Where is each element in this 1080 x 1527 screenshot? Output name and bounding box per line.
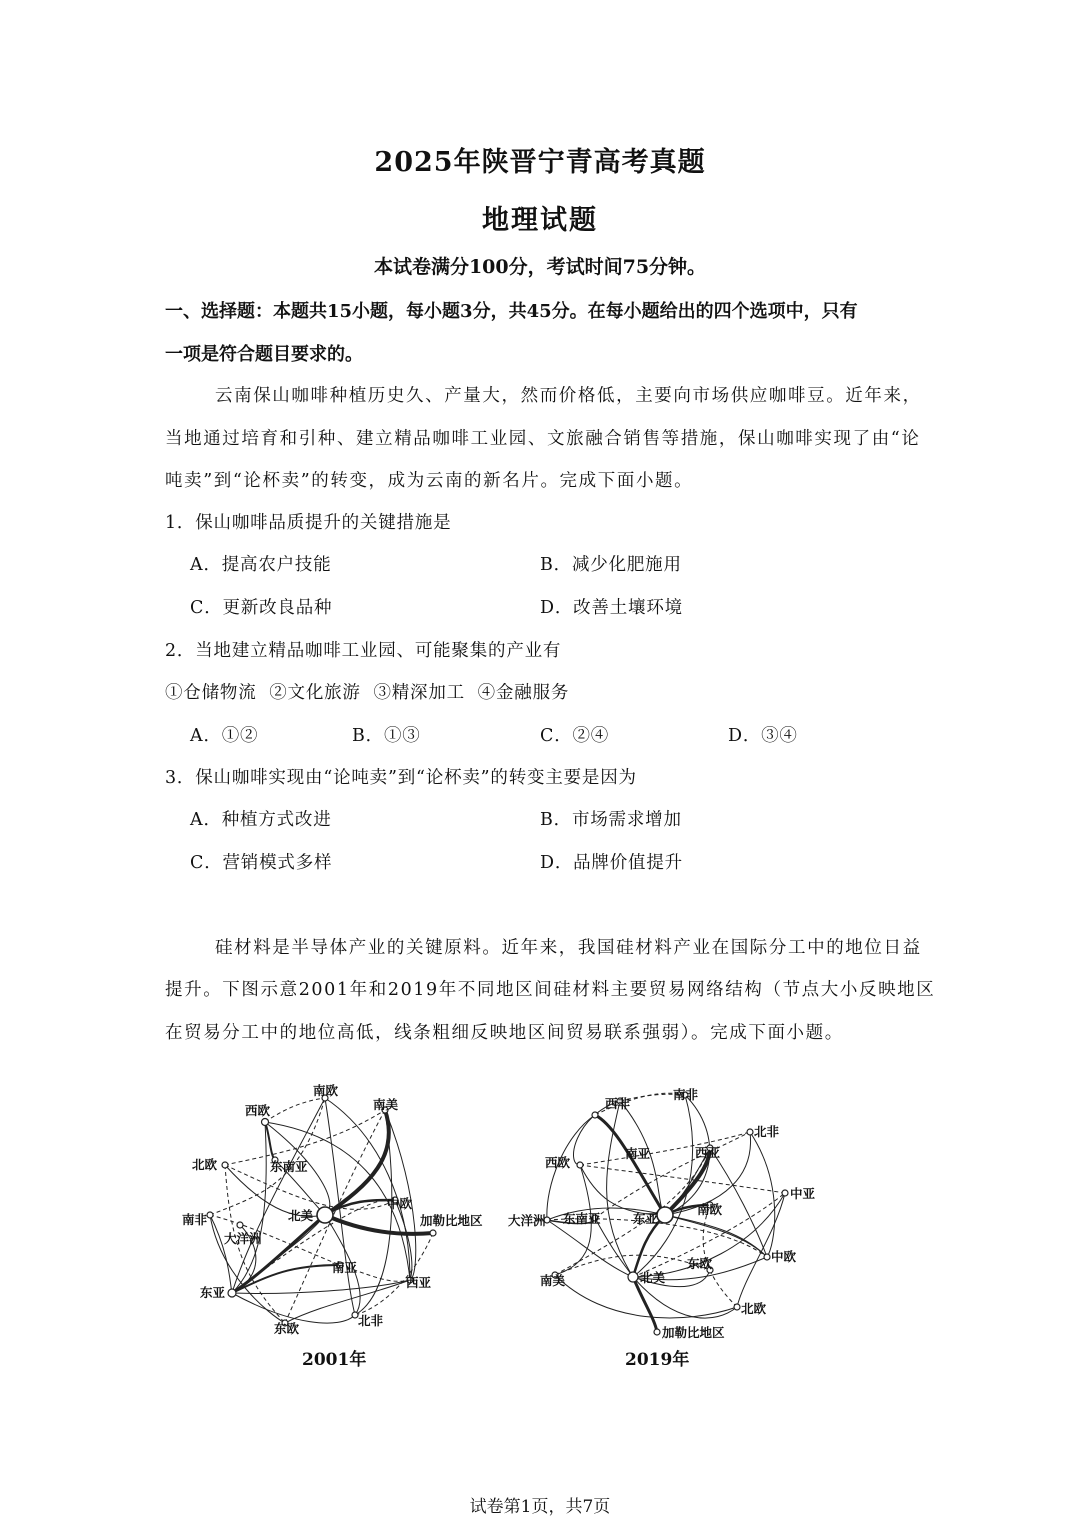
section-heading-line2: 一项是符合题目要求的。 bbox=[165, 344, 363, 365]
exam-title: 2025年陕晋宁青高考真题 bbox=[374, 147, 706, 178]
label-2019-central-europe: 中欧 bbox=[771, 1249, 797, 1264]
label-2019-south-america: 南美 bbox=[540, 1273, 566, 1288]
label-2001-south-europe: 南欧 bbox=[313, 1083, 339, 1098]
label-2019-central-asia: 中亚 bbox=[790, 1186, 816, 1201]
label-2001-east-asia: 东亚 bbox=[200, 1285, 226, 1300]
label-2019-east-europe: 东欧 bbox=[687, 1256, 713, 1271]
label-2001-caribbean: 加勒比地区 bbox=[420, 1213, 483, 1228]
trade-network-2019 bbox=[505, 1075, 835, 1375]
label-2001-north-africa: 北非 bbox=[358, 1313, 384, 1328]
question-3-option-d: D．品牌价值提升 bbox=[540, 853, 683, 873]
page-footer: 试卷第1页，共7页 bbox=[469, 1497, 611, 1517]
label-2001-west-asia: 西亚 bbox=[406, 1275, 432, 1290]
label-2001-central-europe: 中欧 bbox=[387, 1196, 413, 1211]
label-2019-south-europe: 南欧 bbox=[697, 1202, 723, 1217]
question-2-option-b: B．①③ bbox=[352, 726, 421, 746]
trade-network-2001 bbox=[170, 1075, 500, 1375]
label-2019-caribbean: 加勒比地区 bbox=[662, 1325, 725, 1340]
label-2019-southeast-asia: 东南亚 bbox=[563, 1211, 601, 1226]
passage2-line1: 硅材料是半导体产业的关键原料。近年来，我国硅材料产业在国际分工中的地位日益 bbox=[215, 938, 922, 958]
passage1-line1: 云南保山咖啡种植历史久、产量大，然而价格低，主要向市场供应咖啡豆。近年来， bbox=[215, 386, 922, 406]
caption-2019: 2019年 bbox=[625, 1350, 690, 1370]
question-1-stem: 1．保山咖啡品质提升的关键措施是 bbox=[165, 513, 452, 533]
question-2-stem: 2．当地建立精品咖啡工业园、可能聚集的产业有 bbox=[165, 641, 562, 661]
caption-2001: 2001年 bbox=[302, 1350, 367, 1370]
label-2001-north-europe: 北欧 bbox=[192, 1157, 218, 1172]
section-heading-line1: 一、选择题：本题共15小题，每小题3分，共45分。在每小题给出的四个选项中，只有 bbox=[165, 301, 858, 322]
passage2-line2: 提升。下图示意2001年和2019年不同地区间硅材料主要贸易网络结构（节点大小反映地区 bbox=[165, 980, 936, 1000]
question-2-option-c: C．②④ bbox=[540, 726, 610, 746]
exam-note: 本试卷满分100分，考试时间75分钟。 bbox=[373, 256, 707, 278]
passage1-line3: 吨卖”到“论杯卖”的转变，成为云南的新名片。完成下面小题。 bbox=[165, 471, 694, 491]
passage2-line3: 在贸易分工中的地位高低，线条粗细反映地区间贸易联系强弱）。完成下面小题。 bbox=[165, 1023, 844, 1043]
question-1-option-b: B．减少化肥施用 bbox=[540, 555, 682, 575]
label-2019-west-europe: 西欧 bbox=[545, 1155, 571, 1170]
question-2-option-a: A．①② bbox=[190, 726, 259, 746]
label-2001-southeast-asia: 东南亚 bbox=[270, 1159, 308, 1174]
label-2001-south-asia: 南亚 bbox=[332, 1260, 358, 1275]
question-1-option-a: A．提高农户技能 bbox=[190, 555, 332, 575]
question-2-option-d: D．③④ bbox=[728, 726, 798, 746]
subject-title: 地理试题 bbox=[482, 205, 598, 236]
label-2019-north-africa: 北非 bbox=[754, 1124, 780, 1139]
label-2001-south-africa: 南非 bbox=[182, 1212, 208, 1227]
question-3-stem: 3．保山咖啡实现由“论吨卖”到“论杯卖”的转变主要是因为 bbox=[165, 768, 637, 788]
question-2-items: ①仓储物流 ②文化旅游 ③精深加工 ④金融服务 bbox=[165, 683, 570, 703]
question-3-option-a: A．种植方式改进 bbox=[190, 810, 332, 830]
label-2001-oceania: 大洋洲 bbox=[224, 1231, 262, 1246]
label-2019-north-america: 北美 bbox=[640, 1270, 666, 1285]
label-2001-south-america: 南美 bbox=[373, 1097, 399, 1112]
question-3-option-b: B．市场需求增加 bbox=[540, 810, 682, 830]
question-1-option-d: D．改善土壤环境 bbox=[540, 598, 683, 618]
label-2001-east-europe: 东欧 bbox=[274, 1321, 300, 1336]
question-3-option-c: C．营销模式多样 bbox=[190, 853, 333, 873]
label-2001-north-america: 北美 bbox=[288, 1208, 314, 1223]
label-2019-oceania: 大洋洲 bbox=[508, 1213, 546, 1228]
label-2019-west-asia: 西亚 bbox=[695, 1145, 721, 1160]
label-2019-north-europe: 北欧 bbox=[741, 1301, 767, 1316]
label-2019-south-africa: 南非 bbox=[673, 1087, 699, 1102]
passage1-line2: 当地通过培育和引种、建立精品咖啡工业园、文旅融合销售等措施，保山咖啡实现了由“论 bbox=[165, 429, 921, 449]
label-2019-east-asia: 东亚 bbox=[633, 1211, 659, 1226]
label-2019-west-africa: 西非 bbox=[605, 1096, 631, 1111]
label-2001-west-europe: 西欧 bbox=[245, 1103, 271, 1118]
label-2019-south-asia: 南亚 bbox=[625, 1146, 651, 1161]
question-1-option-c: C．更新改良品种 bbox=[190, 598, 333, 618]
